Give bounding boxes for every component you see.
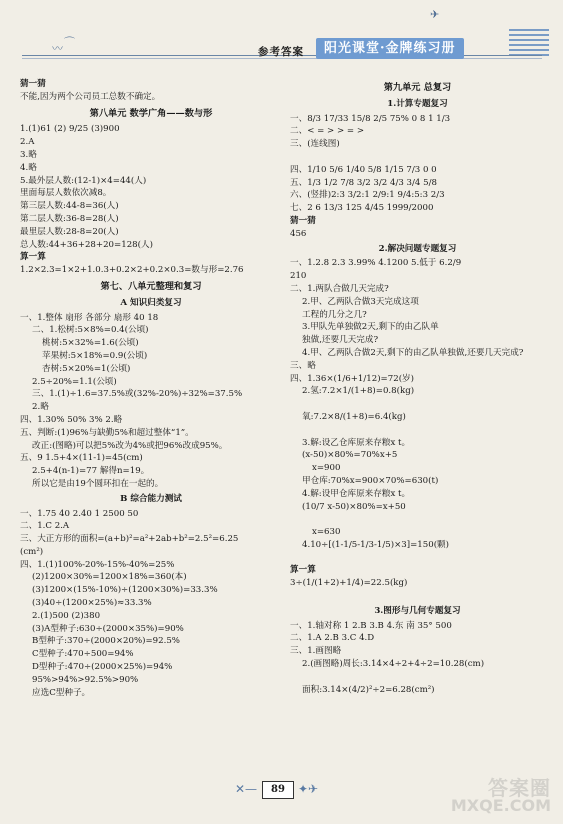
subsection-heading: B 综合能力测试: [120, 493, 182, 504]
answer-line: 工程的几分之几?: [302, 309, 367, 320]
book-title: 阳光课堂·金牌练习册: [316, 38, 464, 59]
answer-line: 四、1.36×(1/6+1/12)=72(岁): [290, 373, 414, 384]
left-column: [20, 78, 282, 699]
answer-line: 1.2×2.3=1×2+1.0.3+0.2×2+0.2×0.3=数与形=2.76: [20, 265, 244, 276]
watermark-url: MXQE.COM: [450, 796, 551, 815]
answer-line: 3.略: [20, 149, 37, 160]
answer-line: 2.A: [20, 137, 35, 148]
answer-line: x=630: [312, 527, 341, 538]
city-decoration: [509, 26, 549, 56]
answer-line: 456: [290, 228, 307, 239]
answer-line: 4.略: [20, 162, 37, 173]
answer-line: 一、1.整体 扇形 各部分 扇形 40 18: [20, 312, 159, 323]
subsection-heading: 1.计算专题复习: [387, 98, 448, 109]
answer-line: 里面每层人数依次减8。: [20, 188, 112, 199]
answer-line: 总人数:44+36+28+20=128(人): [20, 239, 153, 250]
bird-icon: ✈: [430, 8, 440, 21]
section-heading: 第九单元 总复习: [383, 82, 452, 93]
answer-line: 一、1.2.8 2.3 3.99% 4.1200 5.低于 6.2/9: [290, 258, 462, 269]
answer-line: 95%>94%>92.5%>90%: [32, 674, 139, 685]
subsection-heading: 3.图形与几何专题复习: [374, 605, 461, 616]
answer-line: 桃树:5×32%=1.6(公顷): [42, 338, 139, 349]
answer-line: 2.(画图略)周长:3.14×4÷2+4÷2=10.28(cm): [302, 659, 485, 670]
answer-line: 4.10÷[(1-1/5-1/3-1/5)×3]=150(颗): [302, 539, 449, 550]
answer-line: 改正:(图略)可以把5%改为4%或把96%改成95%。: [32, 440, 228, 451]
answer-line: 2.略: [32, 402, 49, 413]
answer-line: 二、1.A 2.B 3.C 4.D: [290, 633, 375, 644]
answer-line: [290, 590, 545, 603]
answer-line: 苹果树:5×18%=0.9(公顷): [42, 350, 148, 361]
answer-line: 2.甲、乙两队合做3天完成这项: [302, 296, 419, 307]
answer-line: 三、(连线图): [290, 139, 340, 150]
subsection-heading: A 知识归类复习: [120, 297, 182, 308]
answer-line: 3.解:设乙仓库原来存粮x t。: [302, 437, 411, 448]
answer-line: [290, 671, 545, 684]
answer-line: 应选C型种子。: [32, 687, 91, 698]
answer-line: 210: [290, 271, 307, 282]
answer-line: 五、判断:(1)96%与缺勤5%和超过整体“1”。: [20, 427, 194, 438]
answer-line: 3.甲队先单独做2天,剩下的由乙队单: [302, 322, 439, 333]
section-heading: 第八单元 数学广角——数与形: [89, 107, 213, 119]
answer-line: x=900: [312, 463, 341, 474]
answer-line: 3÷(1/(1+2)+1/4)=22.5(kg): [290, 578, 408, 589]
answer-line: [290, 513, 545, 526]
answer-line: 一、1.75 40 2.40 1 2500 50: [20, 508, 139, 519]
answer-line: 六、(竖排)2:3 3/2:1 2/9:1 9/4:5:3 2/3: [290, 190, 445, 201]
answer-line: 四、1/10 5/6 1/40 5/8 1/15 7/3 0 0: [290, 164, 437, 175]
answer-line: [290, 151, 545, 164]
answer-line: 四、1.30% 50% 3% 2.略: [20, 414, 123, 425]
footer-ornament-icon: ✦✈: [298, 782, 319, 796]
answer-line: 最里层人数:28-8=20(人): [20, 226, 119, 237]
answer-line: 算一算: [20, 252, 46, 263]
answer-line: 猜一猜: [20, 79, 46, 89]
answer-line: 2.(1)500 (2)380: [32, 610, 101, 621]
answer-line: [290, 424, 545, 437]
answer-line: (3)40÷(1200×25%)≈33.3%: [32, 598, 152, 609]
answer-line: 三、1.画图略: [290, 646, 342, 657]
answer-line: 算一算: [290, 565, 316, 576]
answer-line: 面积:3.14×(4/2)²÷2=6.28(cm²): [302, 684, 435, 695]
answer-line: 二、< = > > = >: [290, 126, 365, 137]
answer-line: 二、1.松树:5×8%=0.4(公顷): [32, 325, 149, 336]
answer-line: 2.氢:7.2×1/(1+8)=0.8(kg): [302, 386, 415, 397]
bird-icon: 〰: [52, 42, 63, 55]
answer-line: 所以它是由19个圆环扣在一起的。: [32, 478, 164, 489]
answer-key-label: 参考答案: [258, 46, 304, 58]
section-heading: 第七、八单元整理和复习: [100, 280, 202, 292]
answer-line: 5.最外层人数:(12-1)×4=44(人): [20, 175, 147, 186]
answer-line: B型种子:370÷(2000×20%)=92.5%: [32, 636, 180, 647]
answer-line: D型种子:470÷(2000×25%)=94%: [32, 662, 173, 673]
right-column: [290, 78, 545, 696]
answer-line: (2)1200×30%=1200×18%=360(本): [32, 572, 187, 583]
answer-line: 4.甲、乙两队合做2天,剩下的由乙队单独做,还要几天完成?: [302, 347, 524, 358]
answer-line: 猜一猜: [290, 215, 316, 226]
answer-line: 4.解:设甲仓库原来存粮x t。: [302, 488, 411, 499]
answer-line: [290, 552, 545, 565]
answer-line: 三、略: [290, 360, 316, 371]
answer-line: (x-50)×80%=70%x+5: [302, 450, 398, 461]
answer-line: 1.(1)61 (2) 9/25 (3)900: [20, 124, 120, 135]
answer-line: [290, 398, 545, 411]
answer-line: 第二层人数:36-8=28(人): [20, 213, 119, 224]
answer-line: 2.5+4(n-1)=77 解得n=19。: [32, 466, 150, 477]
answer-line: 四、1.(1)100%-20%-15%-40%=25%: [20, 559, 175, 570]
answer-line: (3)A型种子:630÷(2000×35%)=90%: [32, 623, 184, 634]
answer-line: 七、2 6 13/3 125 4/45 1999/2000: [290, 203, 434, 214]
answer-line: 三、大正方形的面积=(a+b)²=a²+2ab+b²=2.5²=6.25: [20, 534, 239, 545]
answer-line: 2.5÷20%=1.1(公顷): [32, 376, 117, 387]
answer-line: 五、1/3 1/2 7/8 3/2 3/2 4/3 3/4 5/8: [290, 177, 437, 188]
answer-line: 三、1.(1)÷1.6=37.5%或(32%-20%)÷32%=37.5%: [32, 389, 243, 400]
answer-line: 第三层人数:44-8=36(人): [20, 201, 119, 212]
answer-line: C型种子:470÷500=94%: [32, 649, 134, 660]
answer-line: (cm²): [20, 546, 44, 557]
answer-line: 二、1.两队合做几天完成?: [290, 283, 389, 294]
answer-line: 二、1.C 2.A: [20, 521, 70, 532]
subsection-heading: 2.解决问题专题复习: [378, 243, 457, 254]
answer-line: 五、9 1.5+4×(11-1)=45(cm): [20, 453, 143, 464]
answer-line: 独做,还要几天完成?: [302, 335, 379, 346]
answer-line: (10/7 x-50)×80%=x+50: [302, 501, 406, 512]
footer-ornament-icon: ✕—: [235, 782, 258, 796]
answer-line: 甲仓库:70%x=900×70%=630(t): [302, 475, 439, 486]
watermark-logo: 答案圈: [488, 776, 551, 800]
page-number: 89: [262, 781, 294, 799]
answer-line: 氧:7.2×8/(1+8)=6.4(kg): [302, 411, 406, 422]
answer-line: 一、8/3 17/33 15/8 2/5 75% 0 8 1 1/3: [290, 113, 451, 124]
answer-line: 一、1.轴对称 1 2.B 3.B 4.东 南 35° 500: [290, 620, 452, 631]
answer-line: 不能,因为两个公司员工总数不确定。: [20, 91, 161, 102]
answer-line: 杏树:5×20%=1(公顷): [42, 363, 131, 374]
answer-line: (3)1200×(15%-10%)÷(1200×30%)=33.3%: [32, 585, 218, 596]
bird-icon: ⌒: [64, 36, 75, 49]
